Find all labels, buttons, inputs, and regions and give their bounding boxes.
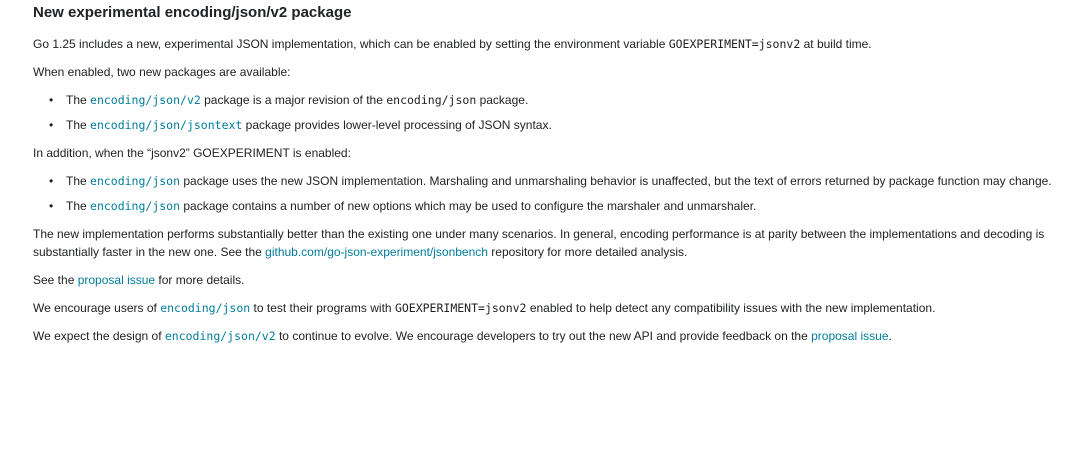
feedback-paragraph: We expect the design of encoding/json/v2 to continue to evolve. We encourage developers to try out the new API and provide feedback on the proposal issue.	[33, 329, 892, 343]
list-item: • The encoding/json package contains a number of new options which may be used to configure the marshaler and unmarshaler.	[63, 197, 1063, 215]
encoding-json-code: encoding/json	[386, 93, 477, 107]
encoding-json-link[interactable]: encoding/json	[160, 301, 251, 315]
goexperiment-code: GOEXPERIMENT=jsonv2	[668, 37, 801, 51]
intro-paragraph: Go 1.25 includes a new, experimental JSON implementation, which can be enabled by setting the environment variable GOEXPERIMENT=jsonv2 at build time.	[33, 37, 872, 51]
section-heading: New experimental encoding/json/v2 package	[33, 4, 352, 21]
list-item: • The encoding/json/jsontext package provides lower-level processing of JSON syntax.	[63, 116, 1063, 134]
goexperiment-code: GOEXPERIMENT=jsonv2	[394, 301, 527, 315]
list-item: • The encoding/json package uses the new JSON implementation. Marshaling and unmarshaling behavior is unaffected, but the text of errors returned by package function may change.	[63, 172, 1063, 190]
list-item: • The encoding/json/v2 package is a major revision of the encoding/json package.	[63, 91, 1063, 109]
encoding-json-jsontext-link[interactable]: encoding/json/jsontext	[90, 118, 243, 132]
proposal-issue-link[interactable]: proposal issue	[811, 329, 889, 343]
packages-intro-paragraph: When enabled, two new packages are available:	[33, 65, 291, 79]
enabled-effects-list	[33, 172, 1063, 215]
new-packages-list	[33, 91, 1063, 134]
encoding-json-v2-link[interactable]: encoding/json/v2	[164, 329, 276, 343]
encoding-json-link[interactable]: encoding/json	[90, 199, 181, 213]
encoding-json-link[interactable]: encoding/json	[90, 174, 181, 188]
enabled-effects-paragraph: In addition, when the “jsonv2” GOEXPERIMENT is enabled:	[33, 146, 351, 160]
proposal-issue-link[interactable]: proposal issue	[77, 273, 156, 287]
jsonbench-link[interactable]: github.com/go-json-experiment/jsonbench	[265, 245, 488, 259]
performance-paragraph: The new implementation performs substantially better than the existing one under many scenarios. In general, encoding performance is at parity between the implementations and decoding is substantially faster in the new one. See the github.com/go-json-experiment/jsonbench repository for more detailed analysis.	[33, 227, 1045, 259]
proposal-paragraph: See the proposal issue for more details.	[33, 273, 245, 287]
encoding-json-v2-link[interactable]: encoding/json/v2	[90, 93, 201, 107]
encourage-testing-paragraph: We encourage users of encoding/json to test their programs with GOEXPERIMENT=jsonv2 enabled to help detect any compatibility issues with the new implementation.	[33, 301, 936, 315]
